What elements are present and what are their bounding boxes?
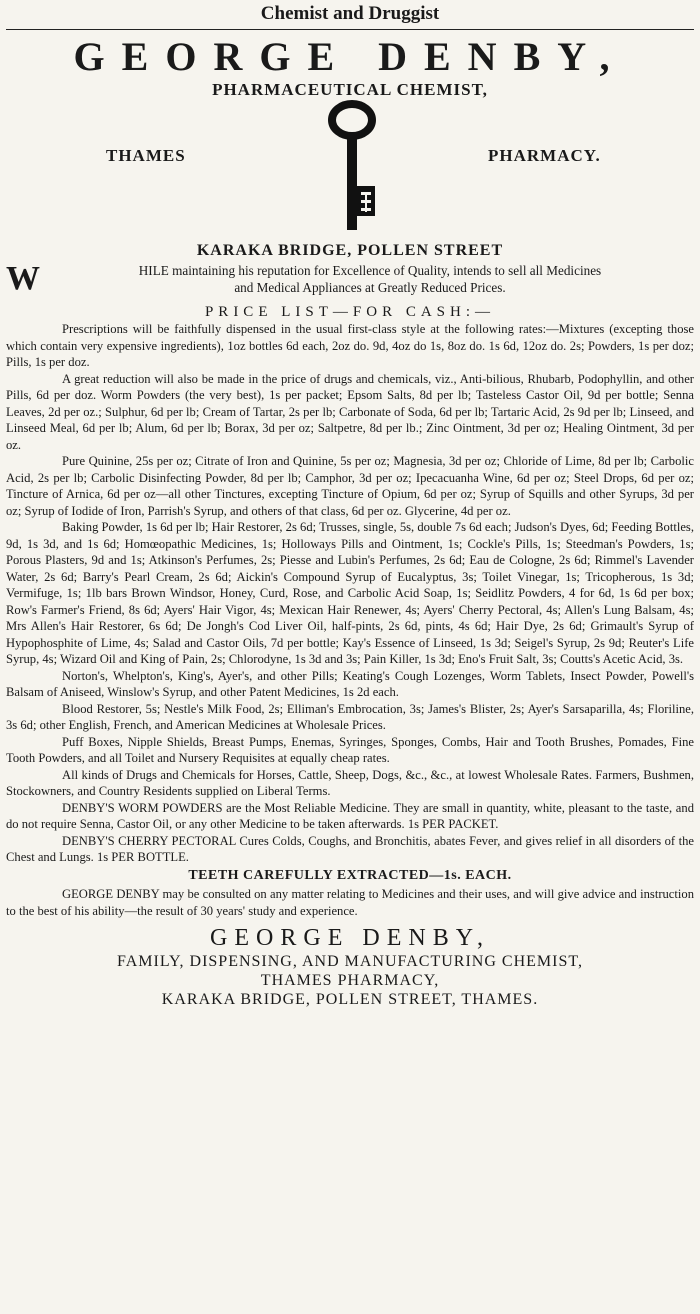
price-paragraph: Prescriptions will be faithfully dispensed in the usual first-class style at the following rates:—Mixtures (excepting those which contain very expensive ingredients), 1oz bottles 6d each, 2oz do. 9d, 4oz do 1s, 8oz do. 1s 6d, 12oz do. 2s; Powders, 1s per doz; Pills, 1s per doz. (6, 322, 694, 369)
price-paragraph: All kinds of Drugs and Chemicals for Horses, Cattle, Sheep, Dogs, &c., &c., at lowest Wholesale Rates. Farmers, Bushmen, Stockowners, and Country Residents supplied on Liberal Terms. (6, 767, 694, 798)
price-list-body (6, 321, 694, 919)
pharmacy-label: PHARMACY. (488, 146, 601, 165)
price-paragraph: Blood Restorer, 5s; Nestle's Milk Food, 2s; Elliman's Embrocation, 3s; James's Blister, 2s; Ayer's Sarsaparilla, 4s; Floriline, 3s 6d; other English, French, and American Medicines at Wholesale Prices. (6, 701, 694, 732)
footer-name: GEORGE DENBY, (210, 925, 490, 951)
price-paragraph: Baking Powder, 1s 6d per lb; Hair Restorer, 2s 6d; Trusses, single, 5s, double 7s 6d each; Judson's Dyes, 6d; Feeding Bottles, 9d, 1s 3d, and 1s 6d; Homœopathic Medicines, 1s; Holloways Pills and Ointment, 1s; Cockle's Pills, 1s; Steedman's Powders, 1s; Porous Plasters, 9d and 1s; Atkinson's Perfumes, 2s; Piesse and Lubin's Perfumes, 2s 6d; Eau de Cologne, 2s 6d; Rimmel's Lavender Water, 2s 6d; Barry's Pearl Cream, 2s 6d; Aickin's Compound Syrup of Eucalyptus, 3s; Toilet Vinegar, 1s; Tricopherous, 1s 3d; Vermifuge, 1s; 1lb bars Brown Windsor, Honey, Curd, Rose, and Carbolic Acid Soap, 1s; Seidlitz Powders, 4 for 6d, 1s 6d per box; Row's Farmer's Friend, 8s 6d; Ayers' Hair Vigor, 4s; Mexican Hair Renewer, 4s; Ayers' Cherry Pectoral, 4s; Allen's Lung Balsam, 4s; Mrs Allen's Hair Restorer, 6s 6d; De Jongh's Cod Liver Oil, half-pints, 2s 6d, pints, 4s 6d; Hair Dye, 2s 6d; Grimault's Syrup of Hypophosphite of Lime, 4s; Salad and Castor Oils, 7d per bottle; Kay's Essence of Linseed, 1s 3d; Seigel's Syrup, 2s 9d; Reuter's Life Syrup, 4s; Wizard Oil and King of Pain, 2s; Chlorodyne, 1s 3d and 3s; Pain Killer, 1s 3d; Eno's Fruit Salt, 3s; Coutts's Acetic Acid, 3s. (6, 520, 694, 666)
thames-label: THAMES (106, 146, 186, 165)
footer-occupation: FAMILY, DISPENSING, AND MANUFACTURING CHEMIST, (117, 953, 583, 970)
price-list-heading: PRICE LIST—FOR CASH:— (204, 304, 496, 320)
consultation-paragraph: GEORGE DENBY may be consulted on any matter relating to Medicines and their uses, and will give advice and instruction to the best of his ability—the result of 30 years' study and experience. (6, 887, 694, 918)
price-paragraph: Puff Boxes, Nipple Shields, Breast Pumps, Enemas, Syringes, Sponges, Combs, Hair and Tooth Brushes, Pomades, Fine Tooth Powders, and all Toilet and Nursery Requisites at equally cheap rates. (6, 734, 694, 765)
price-paragraph: Pure Quinine, 25s per oz; Citrate of Iron and Quinine, 5s per oz; Magnesia, 3d per oz; Chloride of Lime, 8d per lb; Carbolic Acid, 2s per lb; Carbolic Disinfecting Powder, 8d per lb; Camphor, 3d per oz; Ipecacuanha Wine, 6d per oz; Steel Drops, 6d per oz; Tincture of Arnica, 6d per oz—all other Tinctures, excepting Tincture of Opium, 6d per oz; Syrup of Squills and other Syrups, 3d per oz; Syrup of Iodide of Iron, Parrish's Syrup, and others of that class, 6d per oz. Glycerine, 4d per oz. (6, 454, 694, 518)
intro-line-2: and Medical Appliances at Greatly Reduced Prices. (234, 280, 506, 295)
drop-cap: W (6, 260, 40, 297)
footer-address: KARAKA BRIDGE, POLLEN STREET, THAMES. (161, 991, 539, 1008)
advert-subtitle: PHARMACEUTICAL CHEMIST, (212, 80, 488, 99)
address-line: KARAKA BRIDGE, POLLEN STREET (196, 242, 504, 259)
intro-paragraph (6, 262, 694, 296)
intro-line-1: HILE maintaining his reputation for Excellence of Quality, intends to sell all Medicines (138, 263, 602, 278)
section-title: Chemist and Druggist (260, 3, 440, 24)
key-icon (324, 100, 384, 236)
header-rule (6, 29, 694, 30)
price-paragraph: A great reduction will also be made in the price of drugs and chemicals, viz., Anti-bilious, Rhubarb, Podophyllin, and other Pills, 6d per doz. Worm Powders (the very best), 1s per packet; Epsom Salts, 8d per lb; Tasteless Castor Oil, 9d per bottle; Senna Leaves, 2d per oz.; Sulphur, 6d per lb; Cream of Tartar, 2s per lb; Carbonate of Soda, 6d per lb; Tartaric Acid, 2s 9d per lb; Linseed, and Linseed Meal, 6d per lb; Alum, 6d per lb; Borax, 3d per oz; Saltpetre, 8d per lb.; Zinc Ointment, 3d per oz; Healing Ointment, 3d per oz. (6, 371, 694, 452)
teeth-extraction-line: TEETH CAREFULLY EXTRACTED—1s. EACH. (188, 867, 512, 883)
footer-pharmacy: THAMES PHARMACY, (260, 972, 440, 989)
advert-name: GEORGE DENBY, (73, 34, 627, 79)
worm-powders-paragraph: DENBY'S WORM POWDERS are the Most Reliable Medicine. They are small in quantity, white, pleasant to the taste, and do not require Senna, Castor Oil, or any other Medicine to be taken afterwards. 1s PER PACKET. (6, 800, 694, 831)
price-paragraph: Norton's, Whelpton's, King's, Ayer's, and other Pills; Keating's Cough Lozenges, Worm Tablets, Insect Powder, Powell's Balsam of Aniseed, Winslow's Syrup, and other Patent Medicines, 1s 2d each. (6, 668, 694, 699)
key-emblem-row (6, 100, 694, 240)
cherry-pectoral-paragraph: DENBY'S CHERRY PECTORAL Cures Colds, Coughs, and Bronchitis, abates Fever, and gives relief in all disorders of the Chest and Lungs. 1s PER BOTTLE. (6, 833, 694, 864)
